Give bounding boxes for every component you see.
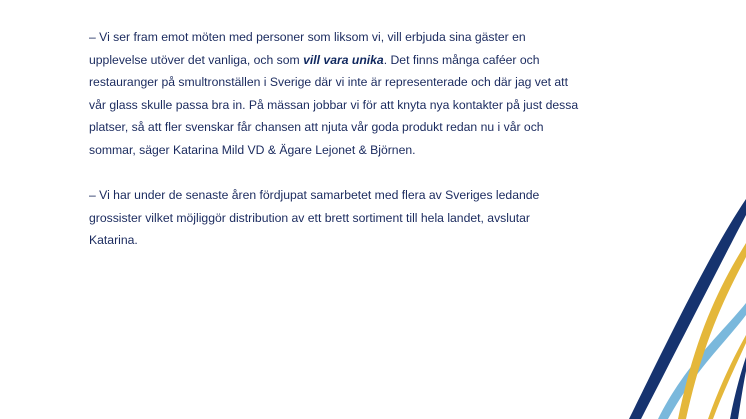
text-segment: . Det finns många caféer och [383, 52, 540, 67]
body-text [89, 26, 669, 252]
text-line: sommar, säger Katarina Mild VD & Ägare Lejonet & Björnen. [89, 142, 416, 157]
text-line: Katarina. [89, 233, 138, 248]
text-segment: upplevelse utöver det vanliga, och som [89, 52, 304, 67]
text-line: platser, så att fler svenskar får chansen att njuta vår goda produkt redan nu i vår och [89, 120, 544, 135]
text-line: vår glass skulle passa bra in. På mässan jobbar vi för att knyta nya kontakter på just dessa [89, 97, 579, 112]
decorative-ribbons [610, 185, 746, 419]
text-line [89, 49, 669, 72]
text-line: – Vi ser fram emot möten med personer som liksom vi, vill erbjuda sina gäster en [89, 30, 526, 44]
text-line: – Vi har under de senaste åren fördjupat samarbetet med flera av Sveriges ledande [89, 188, 540, 203]
paragraph-quote-closing [89, 184, 669, 252]
text-line: grossister vilket möjliggör distribution av ett brett sortiment till hela landet, avslutar [89, 210, 530, 225]
emphasized-phrase: vill vara unika [303, 52, 384, 67]
paragraph-quote-intro [89, 26, 669, 162]
text-line: restauranger på smultronställen i Sverige där vi inte är representerade och där jag vet att [89, 75, 568, 90]
